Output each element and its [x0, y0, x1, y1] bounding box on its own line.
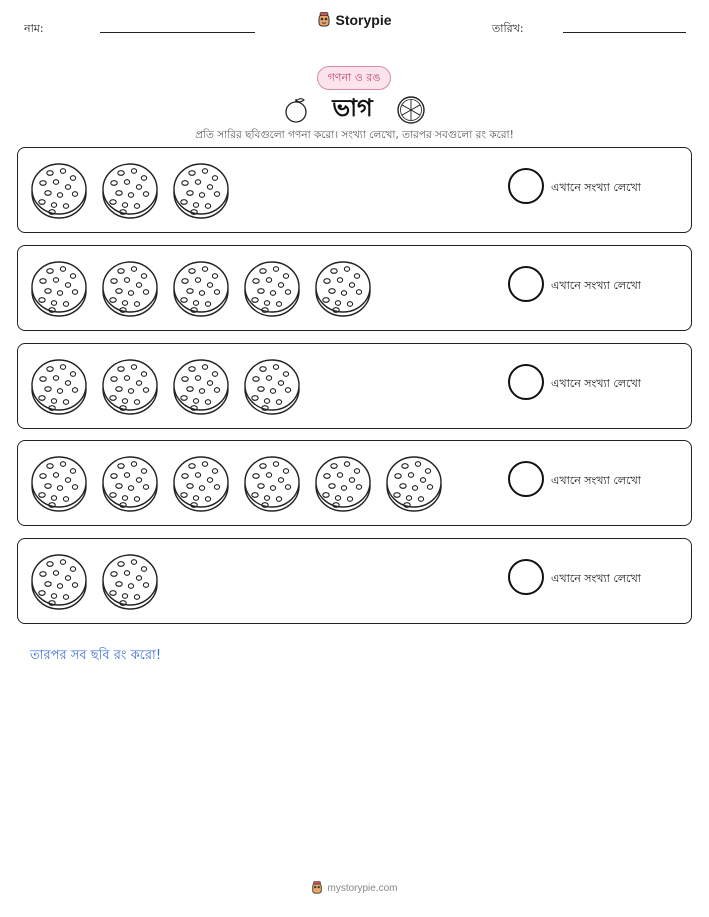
orange-slice-icon: [396, 95, 426, 125]
answer-label: এখানে সংখ্যা লেখো: [551, 279, 641, 292]
cookie-icon: [172, 356, 230, 416]
cookie-icon: [385, 453, 443, 513]
answer-circle[interactable]: [508, 168, 544, 204]
mascot-icon: [317, 12, 331, 28]
orange-icon: [283, 96, 309, 124]
cookie-icon: [30, 258, 88, 318]
cookie-icon: [314, 258, 372, 318]
cookie-icon: [172, 258, 230, 318]
cookie-icon: [243, 453, 301, 513]
cookie-icon: [30, 160, 88, 220]
cookie-icon: [243, 258, 301, 318]
site-url: mystorypie.com: [327, 882, 398, 894]
cookie-group: [30, 453, 443, 513]
footer-note: তারপর সব ছবি রং করো!: [30, 648, 162, 663]
answer-circle[interactable]: [508, 559, 544, 595]
counting-row: [17, 440, 692, 526]
brand-name: Storypie: [335, 12, 392, 28]
cookie-icon: [101, 551, 159, 611]
page-title: ভাগ: [332, 94, 373, 122]
brand-logo: [0, 12, 709, 32]
cookie-icon: [101, 356, 159, 416]
cookie-group: [30, 160, 230, 220]
cookie-icon: [101, 258, 159, 318]
answer-label: এখানে সংখ্যা লেখো: [551, 377, 641, 390]
title-row: [0, 90, 709, 124]
counting-row: [17, 538, 692, 624]
name-field[interactable]: [100, 32, 255, 33]
answer-label: এখানে সংখ্যা লেখো: [551, 474, 641, 487]
cookie-group: [30, 551, 159, 611]
mascot-icon: [311, 881, 323, 895]
answer-circle[interactable]: [508, 364, 544, 400]
topic-badge: গণনা ও রঙ: [317, 66, 391, 90]
cookie-icon: [30, 551, 88, 611]
cookie-icon: [101, 453, 159, 513]
counting-row: [17, 343, 692, 429]
cookie-icon: [314, 453, 372, 513]
cookie-group: [30, 258, 372, 318]
date-label: তারিখ:: [492, 22, 524, 35]
instruction-text: প্রতি সারির ছবিগুলো গণনা করো। সংখ্যা লেখো, তারপর সবগুলো রং করো!: [195, 129, 514, 141]
date-field[interactable]: [563, 32, 686, 33]
cookie-group: [30, 356, 301, 416]
site-footer: [0, 880, 709, 899]
answer-label: এখানে সংখ্যা লেখো: [551, 572, 641, 585]
answer-label: এখানে সংখ্যা লেখো: [551, 181, 641, 194]
cookie-icon: [172, 453, 230, 513]
cookie-icon: [101, 160, 159, 220]
cookie-icon: [30, 356, 88, 416]
counting-row: [17, 245, 692, 331]
name-label: নাম:: [24, 22, 44, 35]
answer-circle[interactable]: [508, 461, 544, 497]
counting-row: [17, 147, 692, 233]
cookie-icon: [30, 453, 88, 513]
cookie-icon: [243, 356, 301, 416]
answer-circle[interactable]: [508, 266, 544, 302]
cookie-icon: [172, 160, 230, 220]
